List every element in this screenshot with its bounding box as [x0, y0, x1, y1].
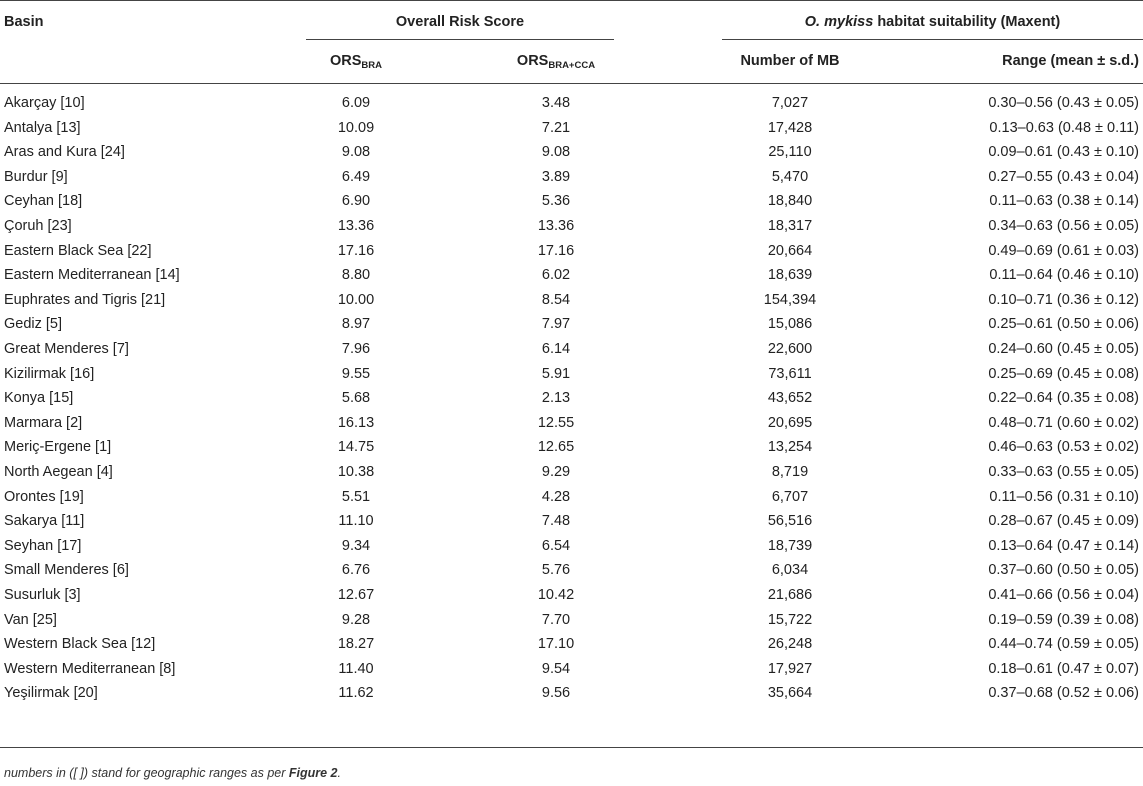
- cell-number-mb: 22,600: [767, 341, 813, 357]
- cell-number-mb: 18,739: [767, 538, 813, 554]
- header-bottom-rule: [0, 83, 1143, 84]
- cell-basin: Çoruh [23]: [4, 218, 72, 234]
- cell-ors-bra: 8.80: [341, 267, 371, 283]
- cell-number-mb: 5,470: [771, 169, 809, 185]
- cell-number-mb: 8,719: [771, 464, 809, 480]
- cell-range: 0.25–0.61 (0.50 ± 0.06): [988, 316, 1139, 332]
- header-habitat-group: [722, 13, 1143, 31]
- cell-basin: Small Menderes [6]: [4, 562, 129, 578]
- cell-ors-bra-cca: 12.55: [537, 415, 575, 431]
- cell-ors-bra-cca: 6.02: [541, 267, 571, 283]
- cell-basin: Kizilirmak [16]: [4, 366, 95, 382]
- cell-range: 0.27–0.55 (0.43 ± 0.04): [988, 169, 1139, 185]
- cell-basin: Great Menderes [7]: [4, 341, 129, 357]
- cell-ors-bra-cca: 17.16: [537, 243, 575, 259]
- cell-number-mb: 43,652: [767, 390, 813, 406]
- cell-basin: Western Mediterranean [8]: [4, 661, 176, 677]
- cell-number-mb: 6,707: [771, 489, 809, 505]
- cell-ors-bra-cca: 17.10: [537, 636, 575, 652]
- cell-ors-bra-cca: 7.48: [541, 513, 571, 529]
- cell-number-mb: 26,248: [767, 636, 813, 652]
- cell-ors-bra: 6.90: [341, 193, 371, 209]
- cell-basin: Akarçay [10]: [4, 95, 85, 111]
- cell-range: 0.09–0.61 (0.43 ± 0.10): [988, 144, 1139, 160]
- cell-range: 0.25–0.69 (0.45 ± 0.08): [988, 366, 1139, 382]
- cell-number-mb: 154,394: [763, 292, 817, 308]
- cell-range: 0.10–0.71 (0.36 ± 0.12): [988, 292, 1139, 308]
- table-footnote: numbers in ([ ]) stand for geographic ranges as per Figure 2.: [4, 766, 341, 780]
- cell-basin: Euphrates and Tigris [21]: [4, 292, 166, 308]
- cell-number-mb: 20,695: [767, 415, 813, 431]
- cell-basin: Aras and Kura [24]: [4, 144, 125, 160]
- cell-number-mb: 25,110: [768, 144, 812, 160]
- cell-basin: Western Black Sea [12]: [4, 636, 156, 652]
- cell-ors-bra: 11.10: [338, 513, 374, 529]
- cell-ors-bra-cca: 9.29: [541, 464, 571, 480]
- cell-ors-bra: 10.00: [337, 292, 375, 308]
- cell-ors-bra-cca: 4.28: [541, 489, 571, 505]
- cell-range: 0.41–0.66 (0.56 ± 0.04): [988, 587, 1139, 603]
- cell-ors-bra: 5.51: [341, 489, 371, 505]
- cell-basin: Seyhan [17]: [4, 538, 82, 554]
- header-ors-group: Overall Risk Score: [395, 14, 525, 30]
- cell-basin: Susurluk [3]: [4, 587, 81, 603]
- cell-range: 0.13–0.64 (0.47 ± 0.14): [988, 538, 1139, 554]
- cell-range: 0.18–0.61 (0.47 ± 0.07): [988, 661, 1139, 677]
- cell-number-mb: 13,254: [767, 439, 813, 455]
- cell-ors-bra: 9.08: [341, 144, 371, 160]
- cell-ors-bra: 17.16: [337, 243, 375, 259]
- cell-basin: Orontes [19]: [4, 489, 84, 505]
- cell-ors-bra-cca: 12.65: [537, 439, 575, 455]
- cell-ors-bra: 10.09: [337, 120, 375, 136]
- cell-ors-bra: 5.68: [341, 390, 371, 406]
- cell-ors-bra-cca: 13.36: [537, 218, 575, 234]
- figure-reference: Figure 2: [288, 766, 338, 780]
- cell-number-mb: 17,927: [767, 661, 813, 677]
- habitat-group-underline: [722, 39, 1143, 40]
- cell-ors-bra-cca: 7.21: [541, 120, 571, 136]
- cell-ors-bra: 11.40: [338, 661, 374, 677]
- cell-range: 0.34–0.63 (0.56 ± 0.05): [988, 218, 1139, 234]
- cell-number-mb: 18,840: [767, 193, 813, 209]
- cell-basin: Sakarya [11]: [4, 513, 85, 529]
- cell-ors-bra-cca: 9.56: [541, 685, 571, 701]
- cell-ors-bra-cca: 3.89: [541, 169, 571, 185]
- cell-number-mb: 20,664: [767, 243, 813, 259]
- cell-ors-bra-cca: 5.91: [541, 366, 571, 382]
- cell-range: 0.11–0.63 (0.38 ± 0.14): [989, 193, 1139, 209]
- cell-number-mb: 6,034: [771, 562, 809, 578]
- cell-ors-bra-cca: 5.36: [541, 193, 571, 209]
- cell-range: 0.49–0.69 (0.61 ± 0.03): [988, 243, 1139, 259]
- header-ors-bra: $ORS_{BRA}$: [329, 53, 382, 71]
- cell-range: 0.46–0.63 (0.53 ± 0.02): [988, 439, 1139, 455]
- cell-range: 0.33–0.63 (0.55 ± 0.05): [988, 464, 1139, 480]
- header-range: Range (mean ± s.d.): [1002, 53, 1139, 69]
- cell-ors-bra: 6.49: [341, 169, 371, 185]
- cell-ors-bra: 13.36: [337, 218, 375, 234]
- cell-ors-bra-cca: 8.54: [541, 292, 571, 308]
- cell-ors-bra-cca: 10.42: [537, 587, 575, 603]
- cell-basin: Marmara [2]: [4, 415, 83, 431]
- cell-range: 0.30–0.56 (0.43 ± 0.05): [988, 95, 1139, 111]
- cell-basin: Yeşilirmak [20]: [4, 685, 98, 701]
- cell-range: 0.44–0.74 (0.59 ± 0.05): [988, 636, 1139, 652]
- cell-number-mb: 56,516: [767, 513, 813, 529]
- cell-ors-bra: 10.38: [337, 464, 375, 480]
- cell-ors-bra: 16.13: [337, 415, 375, 431]
- cell-ors-bra: 9.55: [341, 366, 371, 382]
- cell-range: 0.11–0.64 (0.46 ± 0.10): [989, 267, 1139, 283]
- cell-range: 0.48–0.71 (0.60 ± 0.02): [988, 415, 1139, 431]
- header-habitat-rest: habitat suitability (Maxent): [873, 14, 1061, 30]
- cell-ors-bra: 8.97: [341, 316, 371, 332]
- cell-ors-bra: 6.09: [341, 95, 371, 111]
- cell-number-mb: 35,664: [767, 685, 813, 701]
- header-habitat-species: O. mykiss: [804, 14, 874, 30]
- cell-range: 0.24–0.60 (0.45 ± 0.05): [988, 341, 1139, 357]
- cell-basin: Konya [15]: [4, 390, 74, 406]
- cell-ors-bra: 6.76: [341, 562, 371, 578]
- cell-basin: Van [25]: [4, 612, 57, 628]
- cell-ors-bra-cca: 9.54: [541, 661, 571, 677]
- cell-ors-bra-cca: 7.70: [541, 612, 571, 628]
- cell-ors-bra: 7.96: [341, 341, 371, 357]
- cell-basin: Eastern Black Sea [22]: [4, 243, 152, 259]
- header-number-mb: Number of MB: [740, 53, 840, 69]
- cell-ors-bra-cca: 7.97: [541, 316, 571, 332]
- cell-ors-bra: 12.67: [337, 587, 375, 603]
- cell-number-mb: 7,027: [771, 95, 809, 111]
- cell-ors-bra: 14.75: [337, 439, 375, 455]
- cell-range: 0.22–0.64 (0.35 ± 0.08): [988, 390, 1139, 406]
- cell-number-mb: 21,686: [767, 587, 813, 603]
- cell-ors-bra: 9.28: [341, 612, 371, 628]
- table-bottom-rule: [0, 747, 1143, 748]
- ors-group-underline: [306, 39, 614, 40]
- cell-basin: Eastern Mediterranean [14]: [4, 267, 180, 283]
- cell-range: 0.37–0.60 (0.50 ± 0.05): [988, 562, 1139, 578]
- cell-basin: Meriç-Ergene [1]: [4, 439, 112, 455]
- cell-number-mb: 73,611: [768, 366, 812, 382]
- cell-basin: Gediz [5]: [4, 316, 63, 332]
- cell-range: 0.19–0.59 (0.39 ± 0.08): [988, 612, 1139, 628]
- cell-ors-bra-cca: 5.76: [541, 562, 571, 578]
- cell-basin: Ceyhan [18]: [4, 193, 83, 209]
- table-top-rule: [0, 0, 1143, 1]
- cell-number-mb: 18,639: [767, 267, 813, 283]
- cell-number-mb: 17,428: [767, 120, 813, 136]
- cell-range: 0.13–0.63 (0.48 ± 0.11): [989, 120, 1139, 136]
- cell-ors-bra-cca: 2.13: [541, 390, 571, 406]
- cell-number-mb: 15,086: [767, 316, 813, 332]
- cell-ors-bra-cca: 3.48: [541, 95, 571, 111]
- cell-ors-bra-cca: 6.54: [541, 538, 571, 554]
- cell-number-mb: 18,317: [767, 218, 813, 234]
- header-ors-bra-cca: $ORS_{BRA+CCA}$: [516, 53, 596, 71]
- cell-ors-bra-cca: 6.14: [541, 341, 571, 357]
- cell-basin: Burdur [9]: [4, 169, 68, 185]
- cell-basin: North Aegean [4]: [4, 464, 113, 480]
- cell-ors-bra: 11.62: [338, 685, 374, 701]
- cell-range: 0.28–0.67 (0.45 ± 0.09): [988, 513, 1139, 529]
- cell-range: 0.37–0.68 (0.52 ± 0.06): [988, 685, 1139, 701]
- cell-range: 0.11–0.56 (0.31 ± 0.10): [989, 489, 1139, 505]
- cell-basin: Antalya [13]: [4, 120, 81, 136]
- cell-ors-bra: 18.27: [337, 636, 375, 652]
- cell-ors-bra-cca: 9.08: [541, 144, 571, 160]
- cell-ors-bra: 9.34: [341, 538, 371, 554]
- header-basin: Basin: [4, 14, 44, 30]
- cell-number-mb: 15,722: [767, 612, 813, 628]
